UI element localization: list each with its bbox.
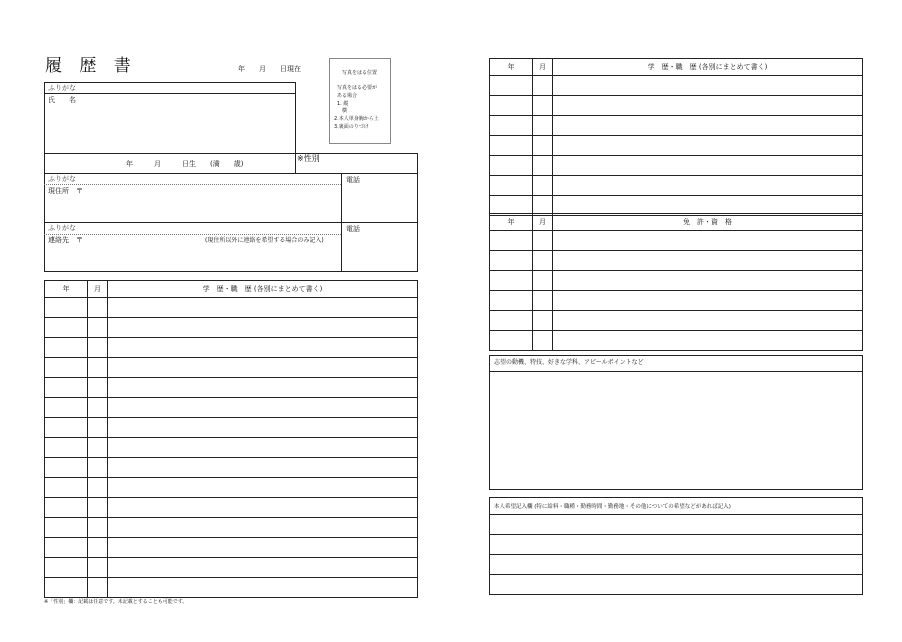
empty-cell (533, 271, 553, 291)
empty-cell (533, 116, 553, 136)
empty-cell (490, 575, 863, 595)
page-title: 履 歴 書 (45, 56, 137, 76)
empty-cell (108, 418, 418, 438)
empty-cell (553, 96, 863, 116)
address-phone-label: 電話 (346, 176, 360, 184)
name-furigana-label: ふりがな (48, 84, 76, 92)
empty-cell (490, 76, 533, 96)
empty-cell (45, 538, 88, 558)
empty-cell (533, 176, 553, 196)
empty-cell (490, 331, 533, 351)
empty-cell (108, 378, 418, 398)
address-furigana-label: ふりがな (48, 175, 76, 183)
empty-cell (490, 271, 533, 291)
table-row (45, 478, 418, 498)
furigana-divider (44, 93, 296, 94)
empty-cell (88, 358, 108, 378)
empty-cell (533, 96, 553, 116)
empty-cell (88, 578, 108, 598)
table-row (45, 398, 418, 418)
contact-furigana-label: ふりがな (48, 224, 76, 232)
empty-cell (45, 558, 88, 578)
contact-label: 連絡先 〒 (48, 236, 83, 244)
wishes-label: 本人希望記入欄 (特に給料・職種・勤務時間・勤務地・その他についての希望などがあれば記入) (490, 498, 863, 515)
empty-cell (490, 311, 533, 331)
table-row (490, 136, 863, 156)
empty-cell (533, 136, 553, 156)
col-month-header: 月 (88, 281, 108, 298)
address-divider (44, 222, 418, 223)
empty-cell (490, 231, 533, 251)
empty-cell (88, 338, 108, 358)
empty-cell (490, 535, 863, 555)
empty-cell (108, 438, 418, 458)
empty-cell (490, 555, 863, 575)
motivation-divider (489, 371, 863, 372)
empty-cell (553, 116, 863, 136)
table-header (45, 281, 418, 298)
empty-cell (108, 298, 418, 318)
empty-cell (490, 116, 533, 136)
footnote: ※「性別」欄：記載は任意です。未記載とすることも可能です。 (44, 599, 188, 605)
photo-line: 3.裏面のりづけ (334, 124, 369, 130)
empty-cell (533, 291, 553, 311)
empty-cell (553, 291, 863, 311)
empty-cell (88, 478, 108, 498)
empty-cell (88, 498, 108, 518)
empty-cell (533, 331, 553, 351)
col-license-header: 免 許・資 格 (553, 214, 863, 231)
empty-cell (88, 558, 108, 578)
wishes-table (489, 497, 863, 595)
table-row (45, 378, 418, 398)
date-line: 年 月 日現在 (238, 65, 301, 73)
table-row (45, 318, 418, 338)
table-row (490, 535, 863, 555)
empty-cell (108, 578, 418, 598)
empty-cell (553, 271, 863, 291)
empty-cell (45, 438, 88, 458)
empty-cell (108, 478, 418, 498)
empty-cell (45, 518, 88, 538)
empty-cell (45, 458, 88, 478)
table-row (45, 338, 418, 358)
table-row (490, 96, 863, 116)
birth-line: 年 月 日生 (満 歳) (126, 160, 244, 168)
empty-cell (553, 76, 863, 96)
empty-cell (88, 418, 108, 438)
empty-cell (553, 176, 863, 196)
empty-cell (108, 318, 418, 338)
contact-note: (現住所以外に連絡を希望する場合のみ記入) (205, 237, 324, 244)
gender-divider (295, 153, 296, 174)
photo-line: 1. 縦 (337, 101, 349, 107)
empty-cell (88, 378, 108, 398)
motivation-label: 志望の動機、特技、好きな学科、アピールポイントなど (494, 359, 644, 366)
table-row (490, 311, 863, 331)
col-year-header: 年 (490, 214, 533, 231)
empty-cell (88, 458, 108, 478)
empty-cell (45, 398, 88, 418)
empty-cell (553, 136, 863, 156)
table-header (490, 59, 863, 76)
table-header (490, 498, 863, 515)
empty-cell (88, 438, 108, 458)
empty-cell (108, 498, 418, 518)
empty-cell (45, 338, 88, 358)
empty-cell (553, 311, 863, 331)
table-row (45, 298, 418, 318)
address-furigana-divider (44, 184, 341, 185)
empty-cell (108, 458, 418, 478)
empty-cell (533, 156, 553, 176)
empty-cell (88, 318, 108, 338)
empty-cell (490, 291, 533, 311)
col-month-header: 月 (533, 214, 553, 231)
empty-cell (45, 318, 88, 338)
empty-cell (490, 176, 533, 196)
empty-cell (533, 76, 553, 96)
empty-cell (88, 518, 108, 538)
table-row (45, 438, 418, 458)
table-row (45, 578, 418, 598)
table-row (490, 331, 863, 351)
table-row (490, 515, 863, 535)
col-year-header: 年 (490, 59, 533, 76)
empty-cell (553, 231, 863, 251)
empty-cell (45, 498, 88, 518)
license-table (489, 213, 863, 351)
empty-cell (490, 156, 533, 176)
table-row (490, 231, 863, 251)
table-row (490, 271, 863, 291)
table-row (490, 156, 863, 176)
contact-furigana-divider (44, 234, 341, 235)
empty-cell (45, 478, 88, 498)
table-row (490, 555, 863, 575)
empty-cell (45, 298, 88, 318)
photo-line: 横 (337, 108, 348, 114)
empty-cell (108, 558, 418, 578)
empty-cell (533, 251, 553, 271)
empty-cell (108, 538, 418, 558)
photo-box (329, 58, 391, 144)
empty-cell (533, 311, 553, 331)
history-table-right (489, 58, 863, 216)
table-header (490, 214, 863, 231)
col-month-header: 月 (533, 59, 553, 76)
history-table-left (44, 280, 418, 598)
table-row (45, 418, 418, 438)
empty-cell (490, 515, 863, 535)
table-row (490, 291, 863, 311)
table-row (490, 176, 863, 196)
address-label: 現住所 〒 (48, 187, 83, 195)
photo-line: 写真をはる必要が (337, 85, 378, 91)
empty-cell (108, 358, 418, 378)
table-row (490, 76, 863, 96)
table-row (45, 458, 418, 478)
table-row (490, 116, 863, 136)
table-row (45, 518, 418, 538)
empty-cell (45, 578, 88, 598)
table-row (45, 498, 418, 518)
empty-cell (45, 358, 88, 378)
empty-cell (45, 418, 88, 438)
empty-cell (490, 96, 533, 116)
motivation-box (489, 355, 863, 490)
table-row (45, 558, 418, 578)
col-year-header: 年 (45, 281, 88, 298)
empty-cell (88, 398, 108, 418)
empty-cell (108, 398, 418, 418)
empty-cell (88, 538, 108, 558)
empty-cell (108, 338, 418, 358)
empty-cell (108, 518, 418, 538)
empty-cell (45, 378, 88, 398)
table-row (490, 251, 863, 271)
photo-line: 2.本人単身胸から上 (334, 116, 379, 122)
empty-cell (88, 298, 108, 318)
empty-cell (533, 231, 553, 251)
name-label: 氏 名 (48, 96, 76, 104)
gender-label: ※性別 (297, 154, 320, 163)
photo-line: ある場合 (337, 93, 358, 99)
empty-cell (553, 331, 863, 351)
empty-cell (490, 136, 533, 156)
col-history-header: 学 歴・職 歴 (各別にまとめて書く) (108, 281, 418, 298)
photo-title: 写真をはる位置 (342, 70, 378, 76)
table-row (45, 538, 418, 558)
empty-cell (490, 251, 533, 271)
table-row (490, 575, 863, 595)
empty-cell (553, 156, 863, 176)
col-history-header: 学 歴・職 歴 (各別にまとめて書く) (553, 59, 863, 76)
empty-cell (553, 251, 863, 271)
contact-phone-label: 電話 (346, 225, 360, 233)
table-row (45, 358, 418, 378)
